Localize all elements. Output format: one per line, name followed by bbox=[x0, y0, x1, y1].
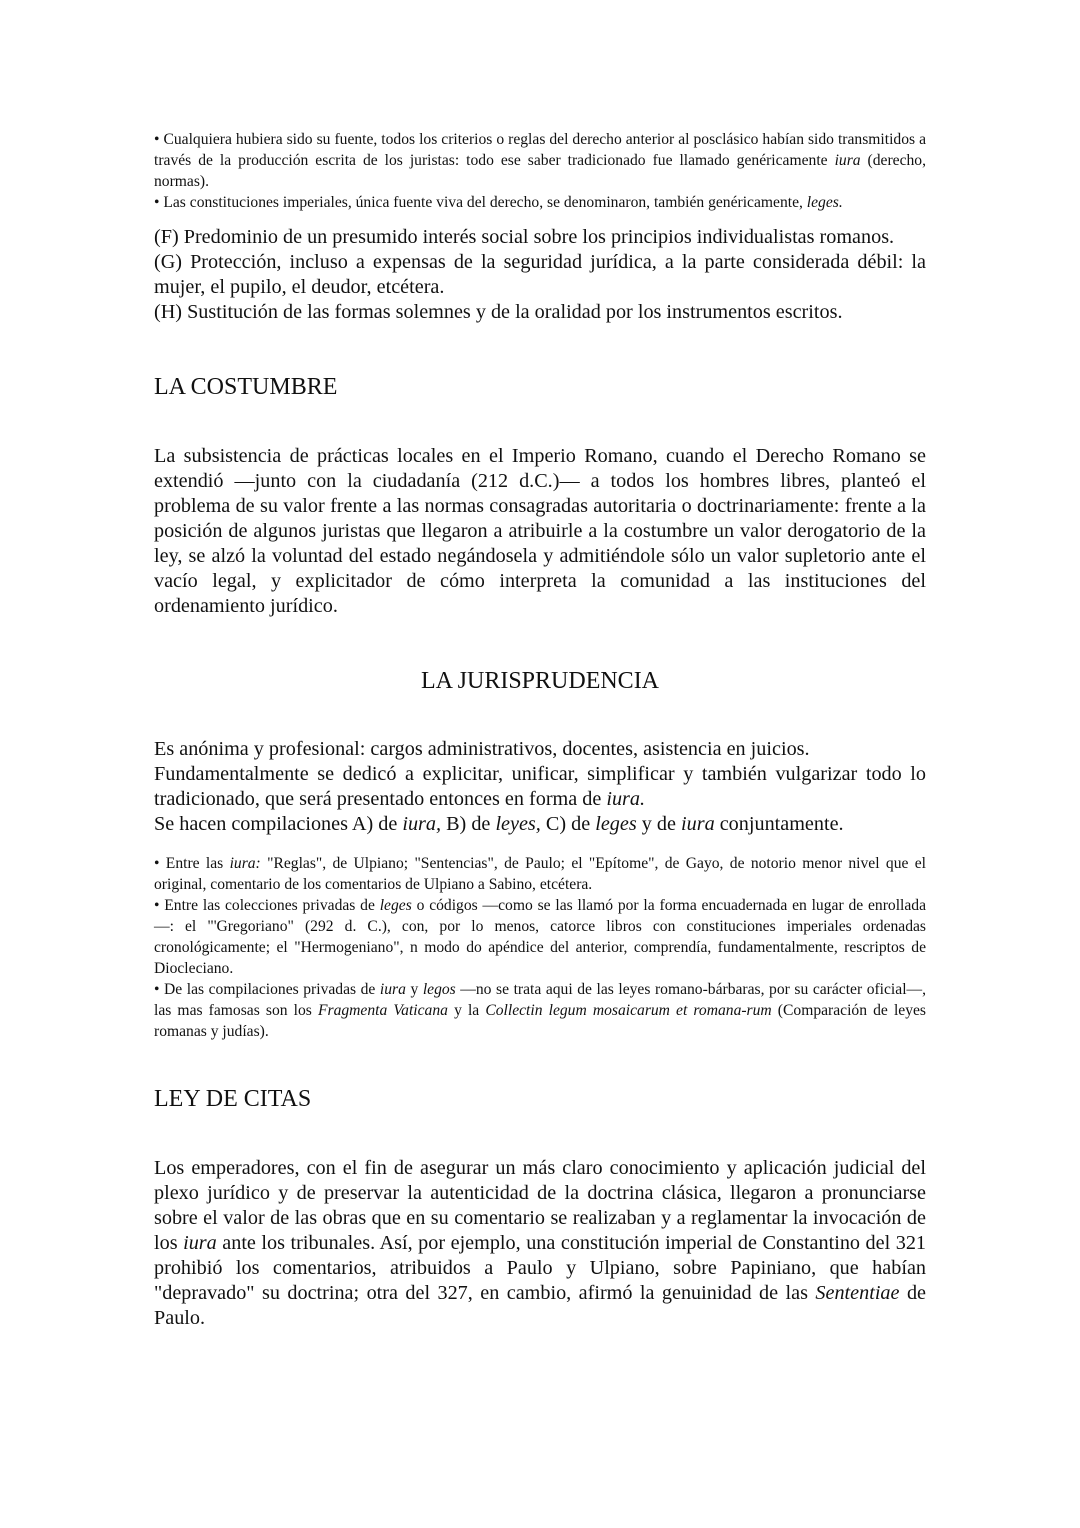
line-fundamentalmente: Fundamentalmente se dedicó a explicitar, unificar, simplificar y también vulgarizar todo lo tradicionado, que será presentado entonces en forma de iura. bbox=[154, 763, 926, 810]
notes-compilaciones bbox=[154, 853, 926, 1042]
bullet-leges: • Las constituciones imperiales, única fuente viva del derecho, se denominaron, también genéricamente, leges. bbox=[154, 194, 843, 211]
line-anonima: Es anónima y profesional: cargos administrativos, docentes, asistencia en juicios. bbox=[154, 738, 810, 760]
document-page bbox=[154, 126, 926, 1331]
bullet-iura: • Cualquiera hubiera sido su fuente, todos los criterios o reglas del derecho anterior al posclásico habían sido transmitidos a través de la producción escrita de los juristas: todo ese saber tradicionado fue llamado genéricamente iura (derecho, normas). bbox=[154, 131, 926, 190]
list-fgh bbox=[154, 225, 926, 325]
paragraph-costumbre: La subsistencia de prácticas locales en el Imperio Romano, cuando el Derecho Romano se extendió —junto con la ciudadanía (212 d.C.)— a todos los hombres libres, planteó el problema de su valor frente a las normas consagradas autoritaria o doctrinariamente: frente a la posición de algunos juristas que llegaron a atribuirle a la costumbre un valor derogatorio de la ley, se alzó la voluntad del estado negándosela y admitiéndole sólo un valor supletorio ante el vacío legal, y explicitador de cómo interpreta la comunidad a las instituciones del ordenamiento jurídico. bbox=[154, 445, 926, 617]
heading-jurisprudencia: LA JURISPRUDENCIA bbox=[420, 668, 660, 694]
item-g: (G) Protección, incluso a expensas de la seguridad jurídica, a la parte considerada débil: la mujer, el pupilo, el deudor, etcétera. bbox=[154, 251, 926, 298]
paragraph-jurisprudencia bbox=[154, 737, 926, 837]
heading-costumbre: LA COSTUMBRE bbox=[154, 374, 338, 400]
note-leges: • Entre las colecciones privadas de leges o códigos —como se las llamó por la forma encuadernada en lugar de enrollada—: el "'Gregoriano" (292 d. C.), con, por lo menos, catorce libros con constituciones imperiales ordenadas cronológicamente; el "Hermogeniano", n modo do apéndice del anterior, comprendía, fundamentalmente, rescriptos de Diocleciano. bbox=[154, 897, 926, 977]
note-compilaciones-privadas: • De las compilaciones privadas de iura y legos —no se trata aqui de las leyes romano-bárbaras, por su carácter oficial—, las mas famosas son los Fragmenta Vaticana y la Collectin legum mosaicarum et romana-rum (Comparación de leyes romanas y judías). bbox=[154, 981, 927, 1040]
heading-ley-de-citas: LEY DE CITAS bbox=[154, 1086, 312, 1112]
item-f: (F) Predominio de un presumido interés social sobre los principios individualistas romanos. bbox=[154, 226, 895, 248]
note-iura: • Entre las iura: "Reglas", de Ulpiano; "Sentencias", de Paulo; el "Epítome", de Gayo, de notorio menor nivel que el original, comentario de los comentarios de Ulpiano a Sabino, etcétera. bbox=[154, 855, 927, 893]
item-h: (H) Sustitución de las formas solemnes y de la oralidad por los instrumentos escritos. bbox=[154, 301, 843, 323]
paragraph-ley-de-citas: Los emperadores, con el fin de asegurar un más claro conocimiento y aplicación judicial del plexo jurídico y de preservar la autenticidad de la doctrina clásica, llegaron a pronunciarse sobre el valor de las obras que en su comentario se realizaban y a reglamentar la invocación de los iura ante los tribunales. Así, por ejemplo, una constitución imperial de Constantino del 321 prohibió los comentarios, atribuidos a Paulo y Ulpiano, sobre Papiniano, que habían "depravado" su doctrina; otra del 327, en cambio, afirmó la genuinidad de las Sententiae de Paulo. bbox=[154, 1157, 927, 1329]
line-compilaciones: Se hacen compilaciones A) de iura, B) de leyes, C) de leges y de iura conjuntamente. bbox=[154, 813, 844, 835]
